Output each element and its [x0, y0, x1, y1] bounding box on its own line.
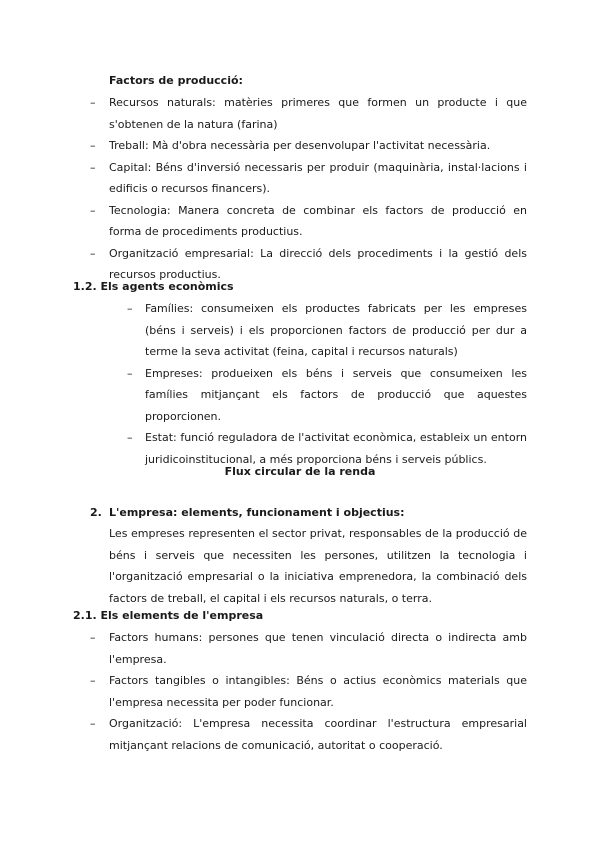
list-item-text: Factors humans: persones que tenen vinculació directa o indirecta amb l'empresa. [109, 631, 527, 666]
list-item-text: Factors tangibles o intangibles: Béns o actius econòmics materials que l'empresa necessita per poder funcionar. [109, 674, 527, 709]
list-item [90, 713, 527, 756]
factors-list [90, 92, 527, 286]
dash-bullet: – [90, 139, 96, 152]
dash-bullet: – [90, 96, 96, 109]
list-item-text: Famílies: consumeixen els productes fabricats per les empreses (béns i serveis) i els proporcionen factors de producció per dur a terme la seva activitat (feina, capital i recursos naturals) [145, 302, 527, 358]
list-item [90, 200, 527, 243]
empresa-paragraph: Les empreses representen el sector privat, responsables de la producció de béns i serveis que necessiten les persones, utilitzen la tecnologia i l'organització empresarial o la iniciativa emprenedora, la combinació dels factors de treball, el capital i els recursos naturals, o terra. [109, 527, 527, 605]
dash-bullet: – [127, 431, 133, 444]
elements-heading: 2.1. Els elements de l'empresa [73, 609, 264, 622]
list-item-text: Estat: funció reguladora de l'activitat econòmica, estableix un entorn juridicoinstitucional, a més proporciona béns i serveis públics. [145, 431, 527, 466]
list-item [90, 670, 527, 713]
section-number: 2. [90, 506, 102, 519]
list-item-text: Recursos naturals: matèries primeres que formen un producte i que s'obtenen de la natura (farina) [109, 96, 527, 131]
list-item-text: Capital: Béns d'inversió necessaris per produir (maquinària, instal·lacions i edificis o recursos financers). [109, 160, 527, 195]
list-item-text: Empreses: produeixen els béns i serveis que consumeixen les famílies mitjançant els factors de producció que aquestes proporcionen. [145, 366, 527, 423]
list-item [127, 298, 527, 363]
dash-bullet: – [90, 631, 96, 644]
flux-title: Flux circular de la renda [224, 465, 376, 478]
list-item [90, 157, 527, 200]
list-item [90, 92, 527, 135]
dash-bullet: – [90, 160, 96, 174]
list-item-text: Tecnologia: Manera concreta de combinar els factors de producció en forma de procediments productius. [109, 203, 527, 238]
agents-list [127, 298, 527, 470]
empresa-heading [90, 502, 405, 524]
agents-heading: 1.2. Els agents econòmics [73, 280, 234, 293]
list-item-text: Organització empresarial: La direcció dels procediments i la gestió dels recursos productius. [109, 246, 527, 281]
list-item-text: Treball: Mà d'obra necessària per desenvolupar l'activitat necessària. [109, 139, 491, 152]
list-item [90, 627, 527, 670]
dash-bullet: – [127, 302, 133, 315]
dash-bullet: – [127, 366, 133, 380]
elements-list [90, 627, 527, 756]
list-item [127, 363, 527, 428]
dash-bullet: – [90, 246, 96, 260]
list-item-text: Organització: L'empresa necessita coordinar l'estructura empresarial mitjançant relacions de comunicació, autoritat o cooperació. [109, 717, 527, 752]
dash-bullet: – [90, 717, 96, 730]
dash-bullet: – [90, 674, 96, 687]
factors-heading: Factors de producció: [109, 74, 243, 87]
dash-bullet: – [90, 203, 96, 217]
empresa-heading-text: L'empresa: elements, funcionament i objectius: [109, 506, 405, 519]
list-item [90, 135, 527, 157]
